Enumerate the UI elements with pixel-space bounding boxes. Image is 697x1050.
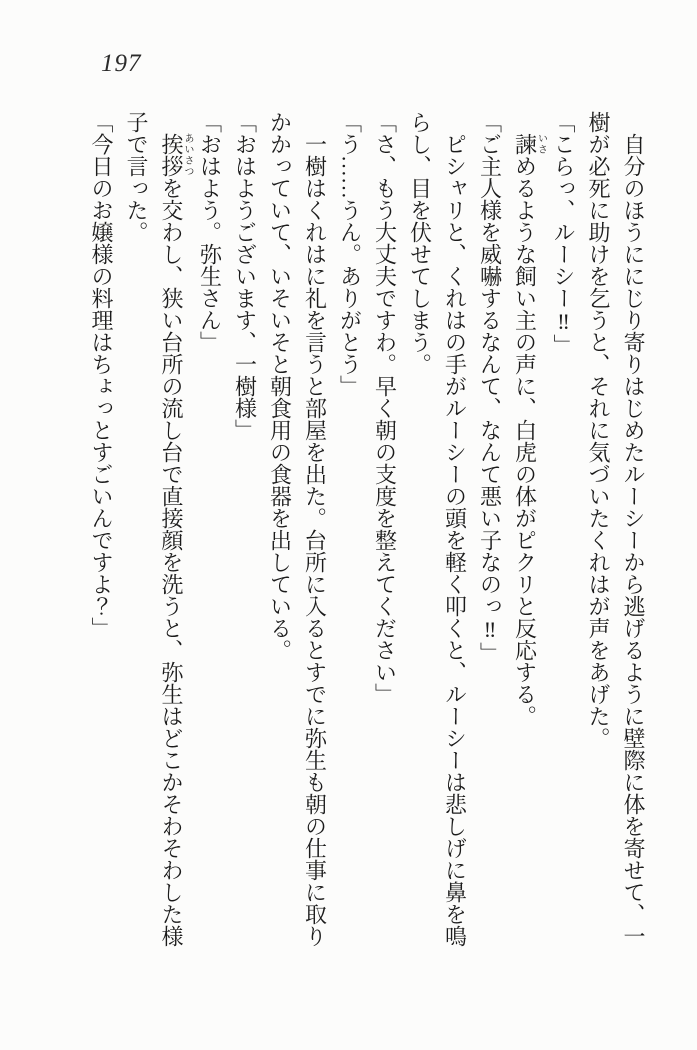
text-line: 挨拶あいさつを交わし、狭い台所の流し台で直接顔を洗うと、弥生はどこかそわそわした様: [159, 133, 193, 947]
text-line: 樹が必死に助けを乞うと、それに気づいたくれはが声をあげた。: [586, 111, 611, 749]
text-line: 「う……うん。ありがとう」: [337, 111, 363, 397]
text-line: 「今日のお嬢様の料理はちょっとすごいんですよ？」: [89, 111, 114, 639]
page-number: 197: [101, 50, 142, 77]
text-line: らし、目を伏せてしまう。: [407, 111, 433, 375]
ruby-annotated-word: 諫いさ: [512, 133, 547, 155]
text-line: 「ご主人様を威嚇するなんて、なんて悪い子なのっ‼」: [477, 111, 503, 664]
text-line: 「さ、もう大丈夫ですわ。早く朝の支度を整えてください」: [372, 111, 398, 705]
text-line: 自分のほうににじり寄りはじめたルーシーから逃げるように壁際に体を寄せて、一: [621, 111, 646, 947]
text-line: 「こらっ、ルーシー‼」: [551, 111, 576, 356]
vertical-text-block: [85, 111, 651, 953]
text-line: 「おはよう。弥生さん」: [197, 111, 223, 353]
text-line: 諫いさめるような飼い主の声に、白虎の体がピクリと反応する。: [512, 133, 547, 727]
text-line: 子で言った。: [124, 111, 149, 243]
text-line: 「おはようございます、一樹様」: [232, 111, 258, 441]
text-line: ピシャリと、くれはの手がルーシーの頭を軽く叩くと、ルーシーは悲しげに鼻を鳴: [442, 111, 468, 947]
text-line: 一樹はくれはに礼を言うと部屋を出た。台所に入るとすでに弥生も朝の仕事に取り: [302, 111, 328, 947]
text-line: かかっていて、いそいそと朝食用の食器を出している。: [267, 111, 293, 661]
ruby-annotated-word: 挨拶あいさつ: [159, 133, 193, 177]
